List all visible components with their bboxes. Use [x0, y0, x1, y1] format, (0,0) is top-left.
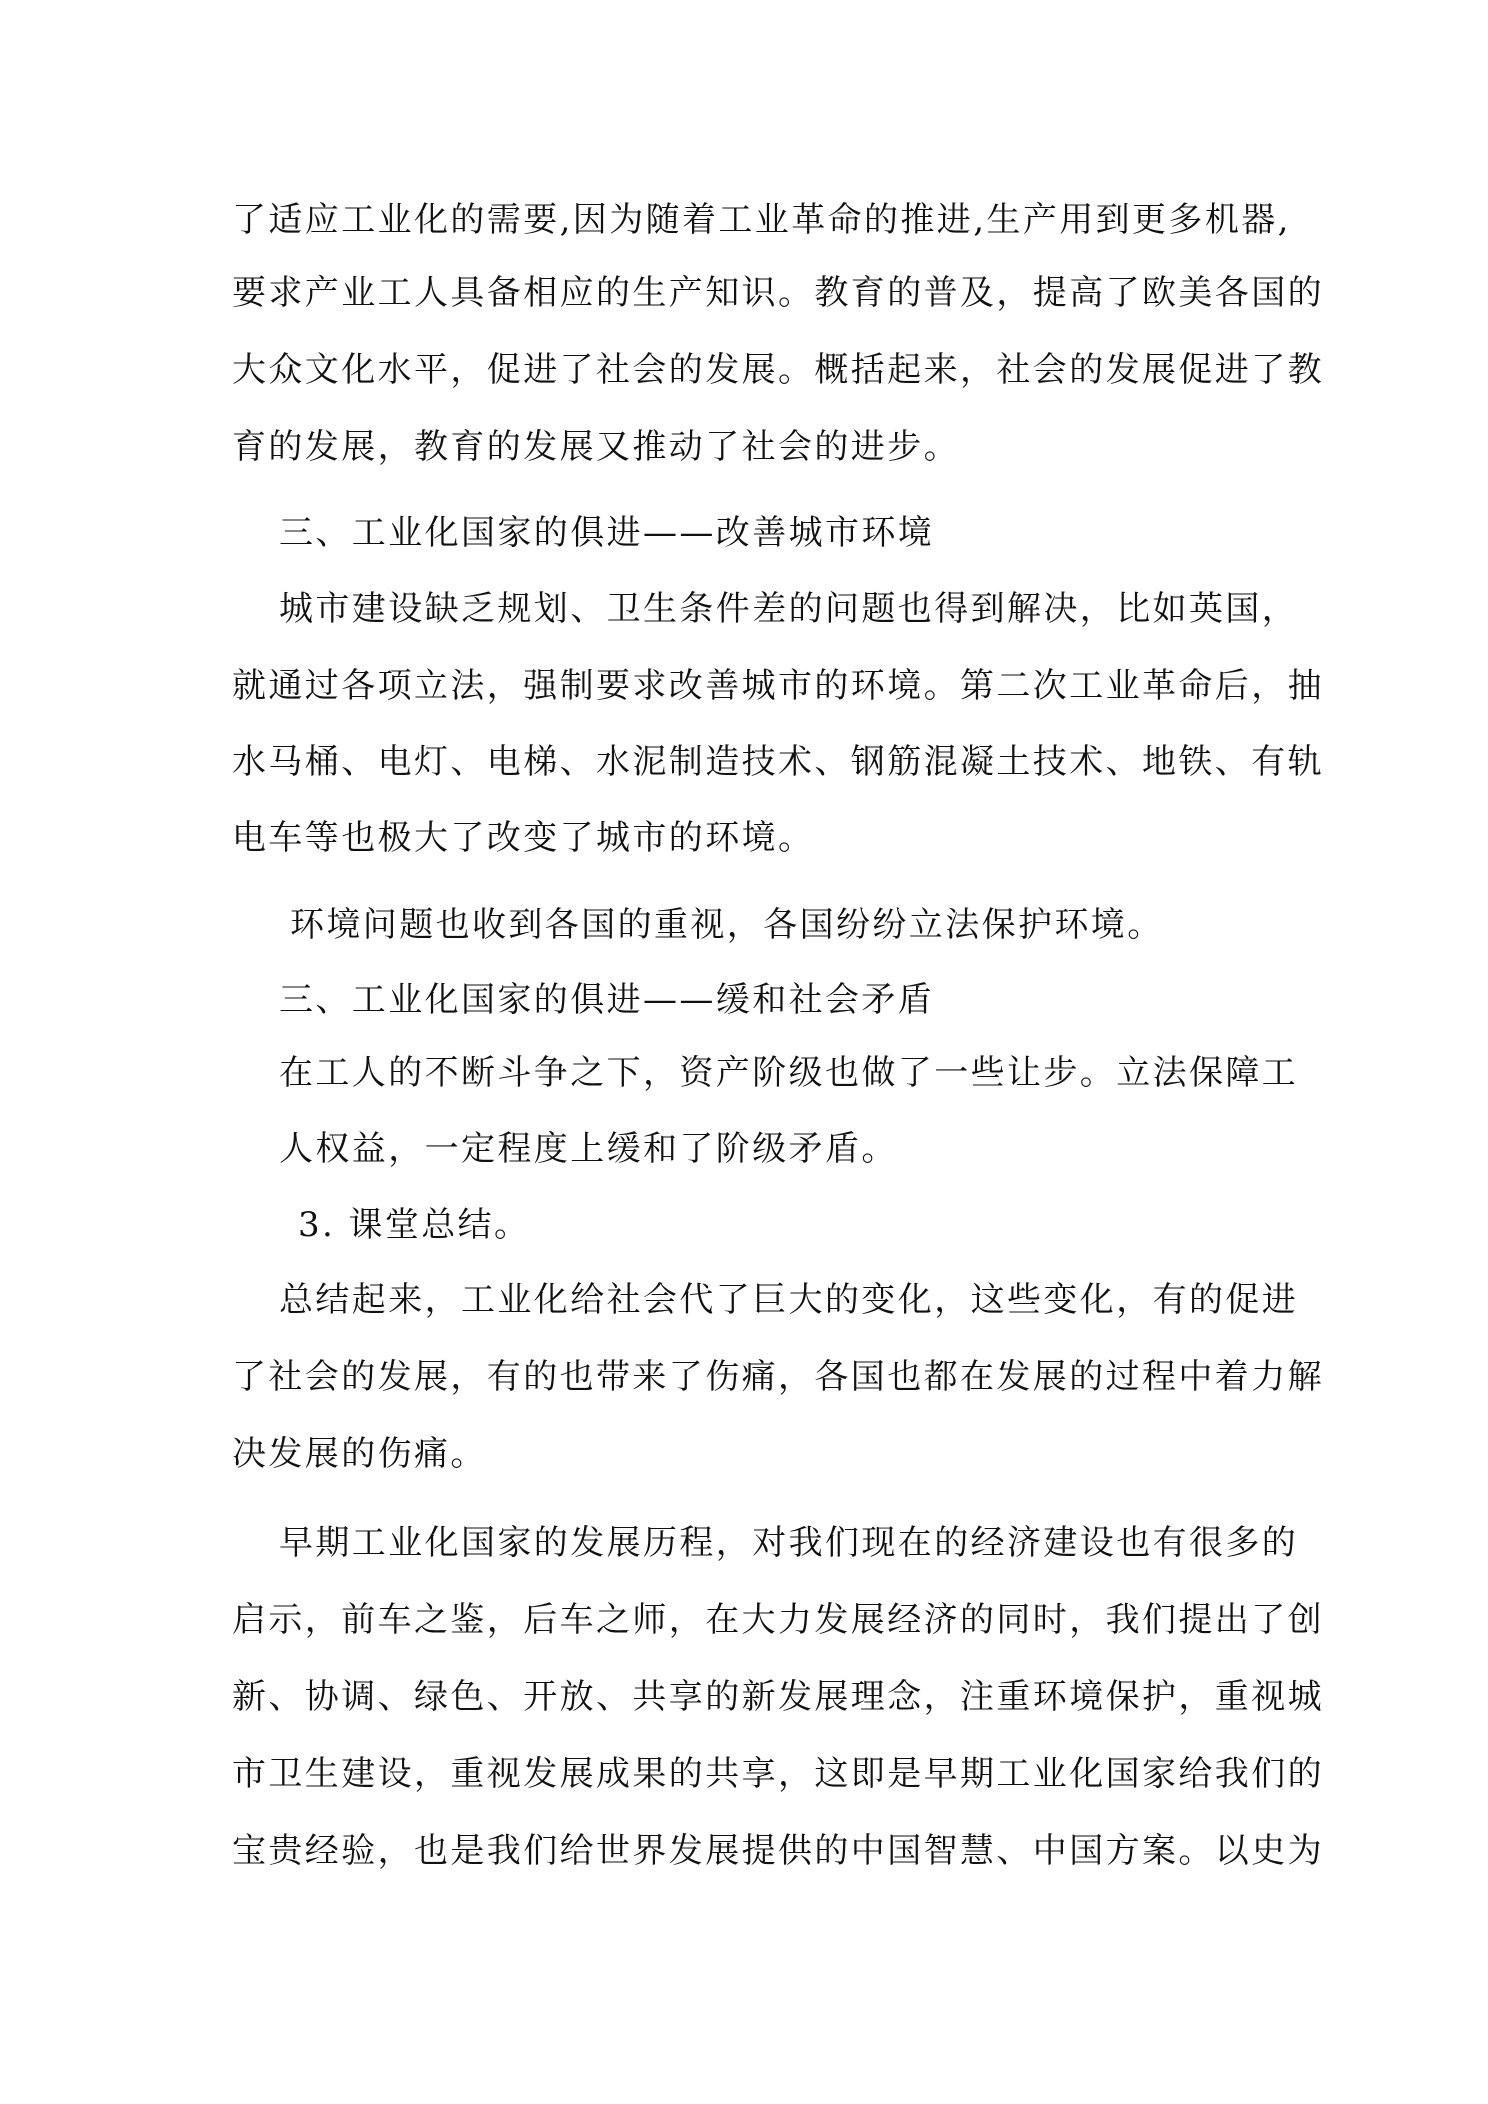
paragraph-line: 启示，前车之鉴，后车之师，在大力发展经济的同时，我们提出了创	[232, 1600, 1324, 1640]
numbered-heading: 3. 课堂总结。	[298, 1205, 531, 1245]
paragraph-line: 了适应工业化的需要,因为随着工业革命的推进,生产用到更多机器,	[232, 200, 1291, 240]
paragraph-line: 环境问题也收到各国的重视，各国纷纷立法保护环境。	[290, 905, 1164, 945]
section-heading: 三、工业化国家的俱进——改善城市环境	[279, 513, 935, 553]
paragraph-line: 了社会的发展，有的也带来了伤痛，各国也都在发展的过程中着力解	[232, 1357, 1324, 1397]
paragraph-line: 就通过各项立法，强制要求改善城市的环境。第二次工业革命后，抽	[232, 666, 1324, 706]
paragraph-line: 在工人的不断斗争之下，资产阶级也做了一些让步。立法保障工	[279, 1053, 1299, 1093]
paragraph-line: 市卫生建设，重视发展成果的共享，这即是早期工业化国家给我们的	[232, 1754, 1324, 1794]
section-heading: 三、工业化国家的俱进——缓和社会矛盾	[279, 980, 935, 1020]
paragraph-line: 早期工业化国家的发展历程，对我们现在的经济建设也有很多的	[279, 1523, 1299, 1563]
paragraph-line: 城市建设缺乏规划、卫生条件差的问题也得到解决，比如英国，	[279, 589, 1299, 629]
paragraph-line: 决发展的伤痛。	[232, 1434, 487, 1474]
paragraph-line: 人权益，一定程度上缓和了阶级矛盾。	[279, 1129, 898, 1169]
paragraph-line: 大众文化水平，促进了社会的发展。概括起来，社会的发展促进了教	[232, 350, 1324, 390]
paragraph-line: 宝贵经验，也是我们给世界发展提供的中国智慧、中国方案。以史为	[232, 1831, 1324, 1871]
paragraph-line: 水马桶、电灯、电梯、水泥制造技术、钢筋混凝土技术、地铁、有轨	[232, 742, 1324, 782]
paragraph-line: 新、协调、绿色、开放、共享的新发展理念，注重环境保护，重视城	[232, 1677, 1324, 1717]
paragraph-line: 总结起来，工业化给社会代了巨大的变化，这些变化，有的促进	[279, 1280, 1299, 1320]
paragraph-line: 育的发展，教育的发展又推动了社会的进步。	[232, 427, 960, 467]
paragraph-line: 要求产业工人具备相应的生产知识。教育的普及，提高了欧美各国的	[232, 273, 1324, 313]
paragraph-line: 电车等也极大了改变了城市的环境。	[232, 818, 815, 858]
